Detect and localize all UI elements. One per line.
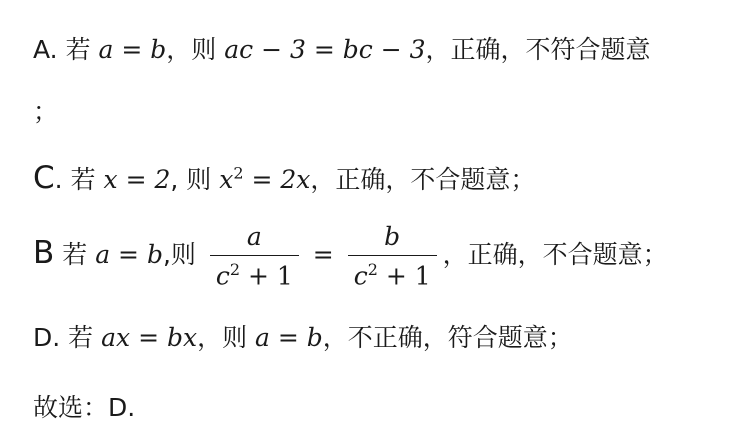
option-a-premise: a = b: [98, 35, 167, 64]
option-b-den-left-base: c: [215, 261, 230, 291]
option-a-conclusion: ac − 3 = bc − 3: [224, 35, 426, 64]
option-c-dot: .: [54, 165, 63, 194]
option-b-denominator-right: [348, 255, 437, 290]
option-a-line: [33, 30, 651, 66]
option-c-exponent: 2: [233, 163, 244, 183]
option-d-ze: ，则: [197, 323, 248, 352]
option-b-fraction-right: [348, 222, 437, 290]
option-a-ruo: 若: [65, 35, 91, 64]
option-b-den-left-rest: + 1: [248, 261, 293, 291]
option-b-premise: a = b: [95, 240, 163, 270]
option-a-label: A.: [33, 35, 58, 64]
option-c-line: [33, 160, 535, 196]
option-c-ruo: 若: [70, 165, 96, 194]
option-b-numerator-left: a: [246, 222, 262, 251]
option-b-ze: ,则: [162, 240, 196, 270]
option-a-ze: ，则: [166, 35, 217, 64]
option-d-premise: ax = bx: [101, 323, 198, 352]
option-a-wrap-punct: ；: [33, 97, 59, 126]
option-c-rhs: = 2x: [251, 165, 311, 194]
option-d-line: [33, 318, 573, 354]
option-d-conclusion: a = b: [255, 323, 323, 352]
option-d-ruo: 若: [68, 323, 94, 352]
option-b-den-left-exp: 2: [229, 260, 241, 279]
option-b-verdict: ，正确，不合题意；: [442, 240, 668, 270]
answer-line: [33, 388, 135, 424]
option-b-den-right-exp: 2: [367, 260, 378, 279]
option-c-label: C: [33, 160, 55, 196]
option-b-den-right-rest: + 1: [385, 261, 431, 291]
option-c-verdict: ，正确，不合题意；: [310, 165, 536, 194]
option-d-label: D.: [33, 323, 61, 352]
option-a-verdict: ，正确，不符合题意: [425, 35, 651, 64]
option-b-label: B: [33, 235, 55, 272]
option-c-lhs: x: [219, 165, 234, 194]
option-b-denominator-left: [210, 255, 299, 290]
option-b-numerator-right: b: [384, 222, 401, 251]
option-b-ruo: 若: [62, 240, 88, 270]
option-d-verdict: ，不正确，符合题意；: [322, 323, 573, 352]
option-c-premise: x = 2: [103, 165, 171, 194]
option-b-den-right-base: c: [353, 261, 368, 291]
option-c-ze: , 则: [170, 165, 212, 194]
option-b-line: [33, 222, 668, 290]
option-b-equals: =: [312, 240, 334, 270]
option-b-fraction-left: [210, 222, 299, 290]
answer-text: 故选：D.: [33, 393, 136, 422]
option-a-wrap: [33, 92, 58, 128]
